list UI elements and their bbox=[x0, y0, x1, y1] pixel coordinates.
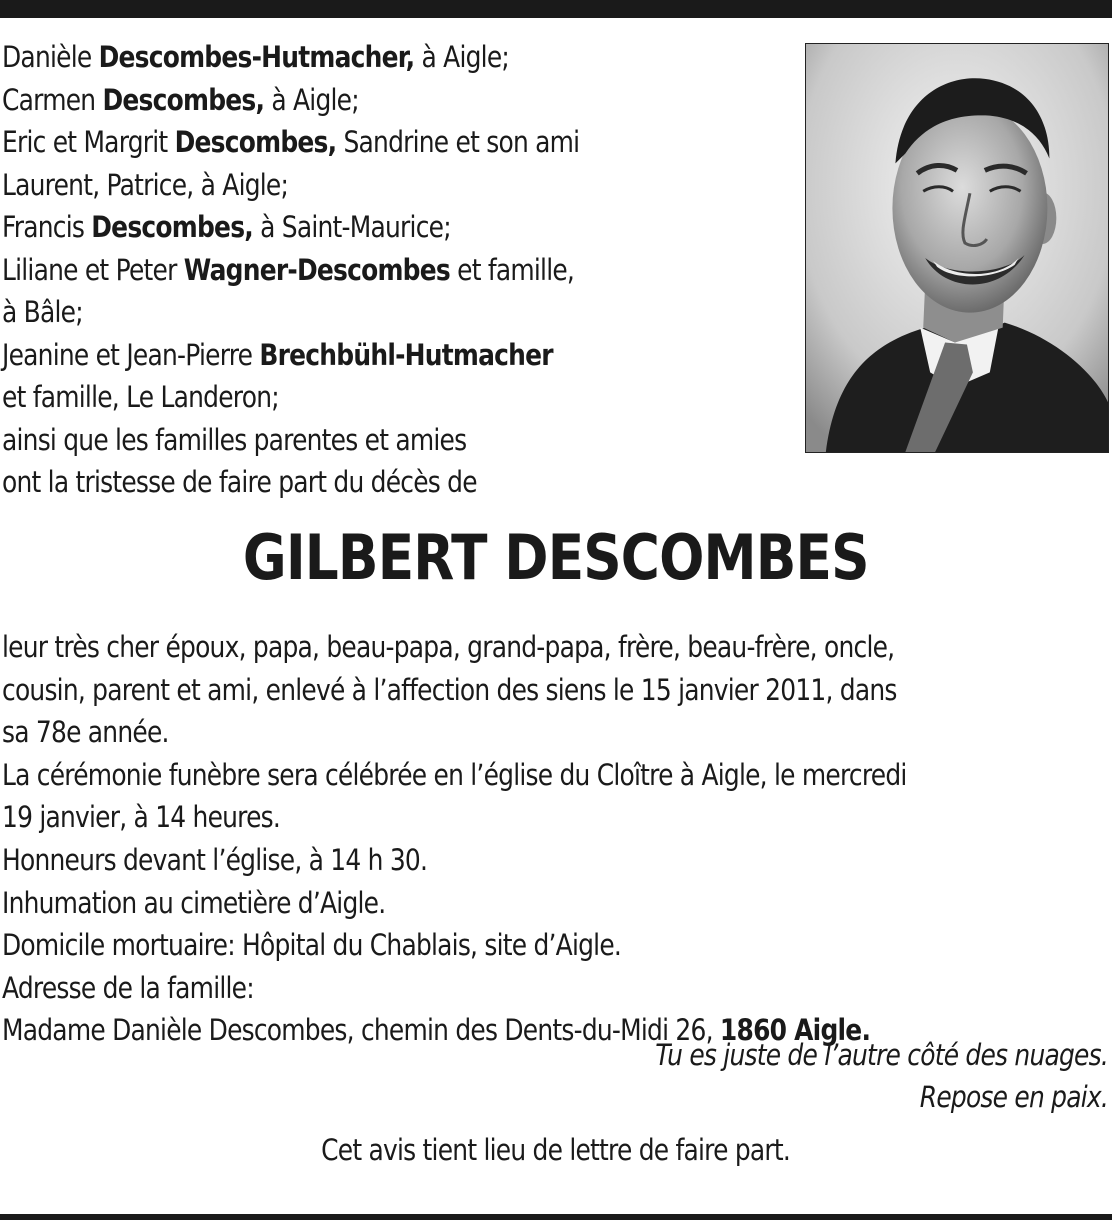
epitaph-quote bbox=[420, 1034, 1108, 1118]
family-line-8: Jeanine et Jean-Pierre Brechbühl-Hutmacher bbox=[2, 337, 553, 372]
obituary-body bbox=[2, 626, 1111, 1052]
family-line-10: ainsi que les familles parentes et amies bbox=[2, 422, 467, 457]
portrait-illustration bbox=[806, 44, 1108, 452]
family-line-3: Eric et Margrit Descombes, Sandrine et son ami bbox=[2, 125, 580, 159]
family-line-7: à Bâle; bbox=[2, 295, 83, 329]
bottom-rule bbox=[0, 1214, 1112, 1220]
family-line-2: Carmen Descombes, à Aigle; bbox=[2, 82, 359, 117]
family-line-5: Francis Descombes, à Saint-Maurice; bbox=[2, 210, 451, 244]
family-line-1: Danièle Descombes-Hutmacher, à Aigle; bbox=[2, 40, 510, 74]
quote-line-2: Repose en paix. bbox=[919, 1080, 1108, 1114]
body-line-1: leur très cher époux, papa, beau-papa, grand-papa, frère, beau-frère, oncle, bbox=[2, 630, 895, 664]
body-line-10: Madame Danièle Descombes, chemin des Dents-du-Midi 26, 1860 Aigle. bbox=[2, 1013, 871, 1048]
top-rule bbox=[0, 0, 1112, 18]
quote-line-1: Tu es juste de l’autre côté des nuages. bbox=[655, 1038, 1108, 1072]
deceased-name: GILBERT DESCOMBES bbox=[243, 521, 869, 594]
body-line-6: Honneurs devant l’église, à 14 h 30. bbox=[2, 842, 428, 877]
body-line-3: sa 78e année. bbox=[2, 715, 169, 750]
family-line-11: ont la tristesse de faire part du décès de bbox=[2, 465, 477, 499]
body-line-2: cousin, parent et ami, enlevé à l’affection des siens le 15 janvier 2011, dans bbox=[2, 672, 897, 707]
family-line-4: Laurent, Patrice, à Aigle; bbox=[2, 167, 289, 202]
body-line-4: La cérémonie funèbre sera célébrée en l’église du Cloître à Aigle, le mercredi bbox=[2, 757, 907, 792]
notice-text: Cet avis tient lieu de lettre de faire part. bbox=[321, 1133, 791, 1167]
family-line-6: Liliane et Peter Wagner-Descombes et famille, bbox=[2, 252, 575, 287]
body-line-9: Adresse de la famille: bbox=[2, 970, 254, 1005]
body-line-5: 19 janvier, à 14 heures. bbox=[2, 800, 281, 835]
family-line-9: et famille, Le Landeron; bbox=[2, 380, 279, 414]
body-line-8: Domicile mortuaire: Hôpital du Chablais, site d’Aigle. bbox=[2, 928, 622, 963]
family-list bbox=[2, 36, 673, 504]
portrait-photo bbox=[805, 43, 1109, 453]
body-line-7: Inhumation au cimetière d’Aigle. bbox=[2, 885, 386, 920]
